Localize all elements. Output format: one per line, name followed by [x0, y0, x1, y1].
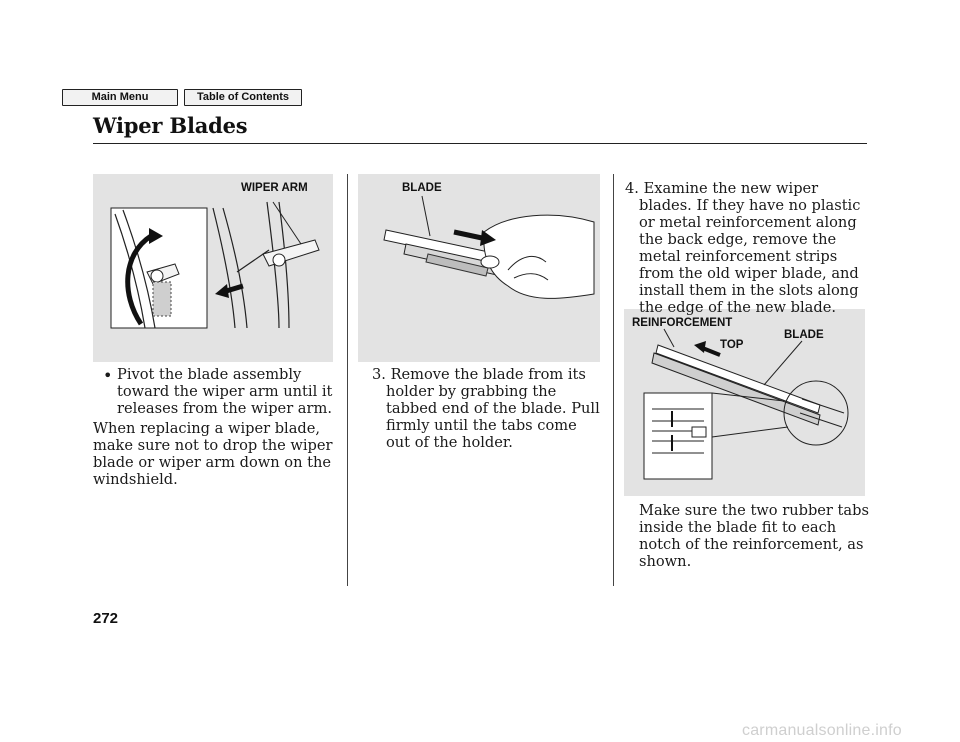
- paragraph-rubber-tabs: Make sure the two rubber tabs inside the blade fit to each notch of the reinforcement, as shown.: [639, 502, 869, 570]
- page-title: Wiper Blades: [93, 113, 248, 138]
- callout-top: TOP: [720, 339, 744, 351]
- title-divider: [93, 143, 867, 144]
- figure-remove-blade: [358, 174, 600, 362]
- figure-wiper-arm: [93, 174, 333, 362]
- column-divider-right: [613, 174, 614, 586]
- step-3-text: 3. Remove the blade from its holder by grabbing the tabbed end of the blade. Pull firmly until the tabs come out of the holder.: [372, 366, 600, 451]
- callout-blade-new: BLADE: [784, 329, 824, 341]
- column-divider-left: [347, 174, 348, 586]
- wiper-arm-illustration: [93, 174, 333, 362]
- step-4-text: 4. Examine the new wiper blades. If they have no plastic or metal reinforcement along the back edge, remove the metal reinforcement strips from the old wiper blade, and install them in the slots along the edge of the new blade.: [625, 180, 861, 316]
- callout-wiper-arm: WIPER ARM: [241, 182, 308, 194]
- bullet-text: Pivot the blade assembly toward the wiper arm until it releases from the wiper arm.: [117, 366, 333, 417]
- callout-reinforcement: REINFORCEMENT: [632, 317, 733, 329]
- bullet-pivot-blade: [93, 366, 345, 417]
- figure-reinforcement: [624, 309, 865, 496]
- watermark: carmanualsonline.info: [742, 722, 902, 739]
- callout-blade: BLADE: [402, 182, 442, 194]
- bullet-dot: •: [103, 366, 113, 385]
- reinforcement-illustration: [624, 309, 865, 496]
- main-menu-button[interactable]: Main Menu: [62, 89, 178, 106]
- table-of-contents-button[interactable]: Table of Contents: [184, 89, 302, 106]
- remove-blade-illustration: [358, 174, 600, 362]
- page-number: 272: [93, 610, 119, 627]
- paragraph-replace-caution: When replacing a wiper blade, make sure not to drop the wiper blade or wiper arm down on the windshield.: [93, 420, 333, 488]
